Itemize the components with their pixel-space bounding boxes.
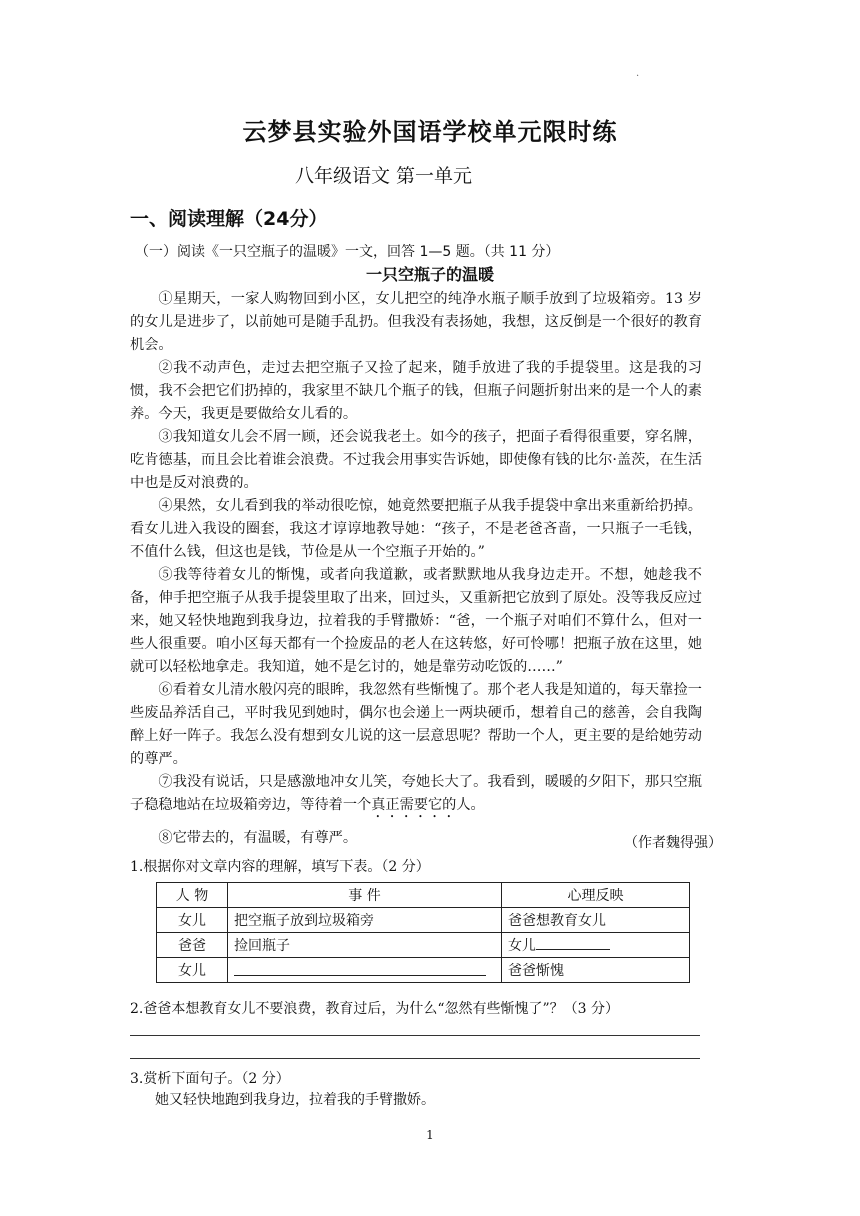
paragraph: ⑤我等待着女儿的惭愧，或者向我道歉，或者默默地从我身边走开。不想，她趁我不备，伸手把空瓶子从我手提袋里取了出来，回过头，又重新把它放到了原处。没等我反应过来，她又轻快地跑到我身边，拉着我的手臂撒娇：“爸，一个瓶子对咱们不算什么，但对一些人很重要。咱小区每天都有一个捡废品的老人在这转悠，好可怜哪！把瓶子放在这里，她就可以轻松地拿走。我知道，她不是乞讨的，她是靠劳动吃饭的……” <box>130 567 702 675</box>
table-cell: 女儿 <box>157 908 228 933</box>
question-3-sentence: 她又轻快地跑到我身边，拉着我的手臂撒娇。 <box>155 1092 435 1108</box>
paragraph-8: ⑧它带去的，有温暖，有尊严。 <box>158 830 358 846</box>
answer-line[interactable] <box>130 1058 700 1059</box>
page-title: 云梦县实验外国语学校单元限时练 <box>242 118 618 146</box>
emphasized-phrase: 真正需要它的 <box>371 797 457 813</box>
answer-table <box>156 882 690 983</box>
fill-in-blank[interactable] <box>536 935 610 950</box>
table-row <box>157 958 690 983</box>
fill-in-blank[interactable] <box>234 961 486 976</box>
question-1: 1.根据你对文章内容的理解，填写下表。（2 分） <box>130 859 430 875</box>
header-cell: 事 件 <box>228 883 502 908</box>
header-cell: 心理反映 <box>502 883 690 908</box>
question-3: 3.赏析下面句子。（2 分） <box>130 1071 290 1087</box>
answer-line[interactable] <box>130 1035 700 1036</box>
page-number: 1 <box>426 1128 434 1142</box>
question-2: 2.爸爸本想教育女儿不要浪费，教育过后，为什么“忽然有些惭愧了”？（3 分） <box>130 1001 620 1017</box>
table-cell-with-blank[interactable]: 女儿 <box>502 933 690 958</box>
paragraph: ②我不动声色，走过去把空瓶子又捡了起来，随手放进了我的手提袋里。这是我的习惯，我不会把它们扔掉的，我家里不缺几个瓶子的钱，但瓶子问题折射出来的是一个人的素养。今天，我更是要做给女儿看的。 <box>130 360 702 422</box>
table-cell-blank[interactable] <box>228 958 502 983</box>
header-cell: 人 物 <box>157 883 228 908</box>
article-body <box>130 288 702 850</box>
paragraph: ①星期天，一家人购物回到小区，女儿把空的纯净水瓶子顺手放到了垃圾箱旁。13 岁的女儿是进步了，以前她可是随手乱扔。但我没有表扬她，我想，这反倒是一个很好的教育机会。 <box>130 291 702 353</box>
table-cell: 爸爸 <box>157 933 228 958</box>
table-row <box>157 908 690 933</box>
table-cell: 爸爸惭愧 <box>502 958 690 983</box>
corner-mark: . <box>636 68 640 79</box>
paragraph-7: ⑦我没有说话，只是感激地冲女儿笑，夸她长大了。我看到，暖暖的夕阳下，那只空瓶子稳稳地站在垃圾箱旁边，等待着一个真正需要它的人。 <box>130 774 702 813</box>
table-cell: 女儿 <box>157 958 228 983</box>
paragraph: ③我知道女儿会不屑一顾，还会说我老土。如今的孩子，把面子看得很重要，穿名牌，吃肯德基，而且会比着谁会浪费。不过我会用事实告诉她，即使像有钱的比尔·盖茨，在生活中也是反对浪费的。 <box>130 429 703 491</box>
table-cell: 捡回瓶子 <box>228 933 502 958</box>
author-credit: （作者魏得强） <box>624 835 722 851</box>
table-header-row <box>157 883 690 908</box>
paragraph: ⑥看着女儿清水般闪亮的眼眸，我忽然有些惭愧了。那个老人我是知道的，每天靠捡一些废品养活自己，平时我见到她时，偶尔也会递上一两块硬币，想着自己的慈善，会自我陶醉上好一阵子。我怎么没有想到女儿说的这一层意思呢？帮助一个人，更主要的是给她劳动的尊严。 <box>130 682 702 767</box>
section-heading: 一、阅读理解（24分） <box>130 208 328 230</box>
table-row <box>157 933 690 958</box>
paragraph: ④果然，女儿看到我的举动很吃惊，她竟然要把瓶子从我手提袋中拿出来重新给扔掉。看女儿进入我设的圈套，我这才谆谆地教导她：“孩子，不是老爸吝啬，一只瓶子一毛钱，不值什么钱，但这也是钱，节俭是从一个空瓶子开始的。” <box>130 498 702 560</box>
reading-instruction: （一）阅读《一只空瓶子的温暖》一文，回答 1—5 题。（共 11 分） <box>135 244 560 260</box>
page-subtitle: 八年级语文 第一单元 <box>295 165 473 187</box>
table-cell: 爸爸想教育女儿 <box>502 908 690 933</box>
article-title: 一只空瓶子的温暖 <box>365 265 494 284</box>
table-cell: 把空瓶子放到垃圾箱旁 <box>228 908 502 933</box>
